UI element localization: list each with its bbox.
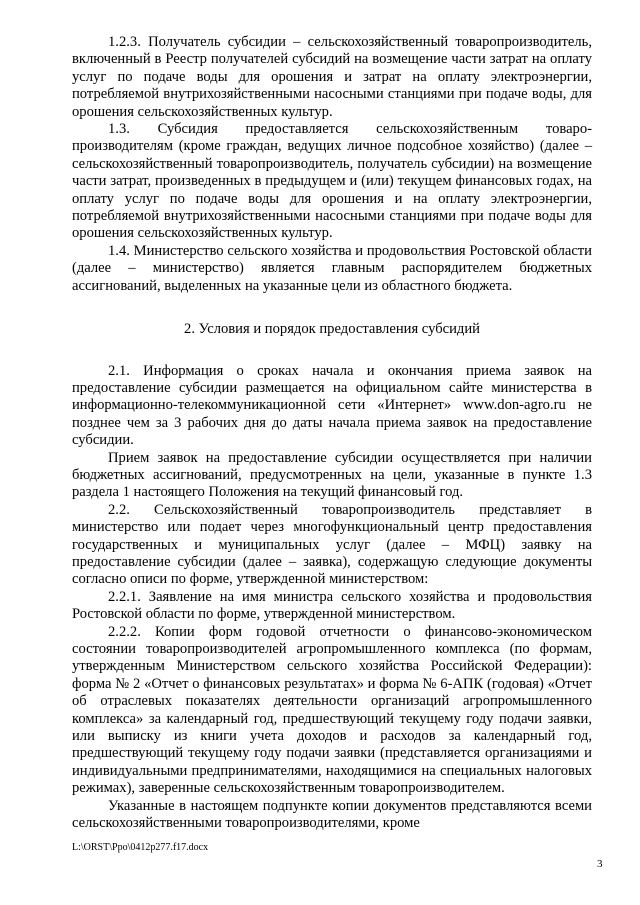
paragraph-2-2: 2.2. Сельскохозяйственный товаропроизводитель представляет в министерство или подает через многофункциональный центр предоставления государственных и муниципальных услуг (далее – МФЦ) заявку на предоставление субсидии (далее – заявка), содержащую следующие документы согласно описи по форме, утвержденной министерством:: [72, 501, 592, 588]
section-heading: 2. Условия и порядок предоставления субсидий: [184, 321, 480, 338]
paragraph-2-2-1: 2.2.1. Заявление на имя министра сельского хозяйства и продовольствия Ростовской области по форме, утвержденной министерством.: [72, 588, 592, 623]
paragraph-1-2-3: 1.2.3. Получатель субсидии – сельскохозяйственный товаропроизводитель, включенный в Реестр получателей субсидий на возмещение части затрат на оплату услуг по подаче воды для орошения и затрат на оплату электроэнергии, потребляемой внутрихозяйственными насосными станциями при подаче воды, для орошения сельскохозяйственных культур.: [72, 34, 592, 120]
page-number: 3: [597, 858, 603, 870]
paragraph-2-2-2-note: Указанные в настоящем подпункте копии документов представляются всеми сельскохозяйственными товаропроизводителями, кроме: [72, 797, 592, 832]
paragraph-1-4: 1.4. Министерство сельского хозяйства и продовольствия Ростовской области (далее – министерство) является главным распорядителем бюджетных ассигнований, выделенных на указанные цели из областного бюджета.: [72, 242, 592, 294]
paragraph-2-2-2: 2.2.2. Копии форм годовой отчетности о финансово-экономическом состоянии товаропроизводителей агропромышленного комплекса (по формам, утвержденным Министерством сельского хозяйства Российской Федерации): форма № 2 «Отчет о финансовых результатах» и форма № 6-АПК (годовая) «Отчет об отраслевых показателях деятельности организаций агропромышленного комплекса» за календарный год, предшествующий текущему году подачи заявки, или выписку из книги учета доходов и расходов за календарный год, предшествующий текущему году подачи заявки (представляется организациями и индивидуальными предпринимателями, находящимися на специальных налоговых режимах), заверенные сельскохозяйственным товаропроизводителем.: [72, 623, 592, 797]
footer-file-path: L:\ORST\Ppo\0412p277.f17.docx: [72, 842, 209, 853]
paragraph-1-3: 1.3. Субсидия предоставляется сельскохозяйственным товаро-производителям (кроме граждан, ведущих личное подсобное хозяйство) (далее – сельскохозяйственный товаропроизводитель, получатель субсидии) на возмещение части затрат, произведенных в предыдущем и (или) текущем финансовых годах, на оплату услуг по подаче воды для орошения и на оплату электроэнергии, потребляемой внутрихозяйственными насосными станциями при подаче воды для орошения сельскохозяйственных культур.: [72, 121, 592, 242]
paragraph-2-1: 2.1. Информация о сроках начала и окончания приема заявок на предоставление субсидии размещается на официальном сайте министерства в информационно-телекоммуникационной сети «Интернет» www.don-agro.ru не позднее чем за 3 рабочих дня до даты начала приема заявок на предоставление субсидии.: [72, 362, 592, 449]
document-body: [72, 34, 592, 832]
paragraph-2-1-continued: Прием заявок на предоставление субсидии осуществляется при наличии бюджетных ассигнований, предусмотренных на цели, указанные в пункте 1.3 раздела 1 настоящего Положения на текущий финансовый год.: [72, 449, 592, 501]
